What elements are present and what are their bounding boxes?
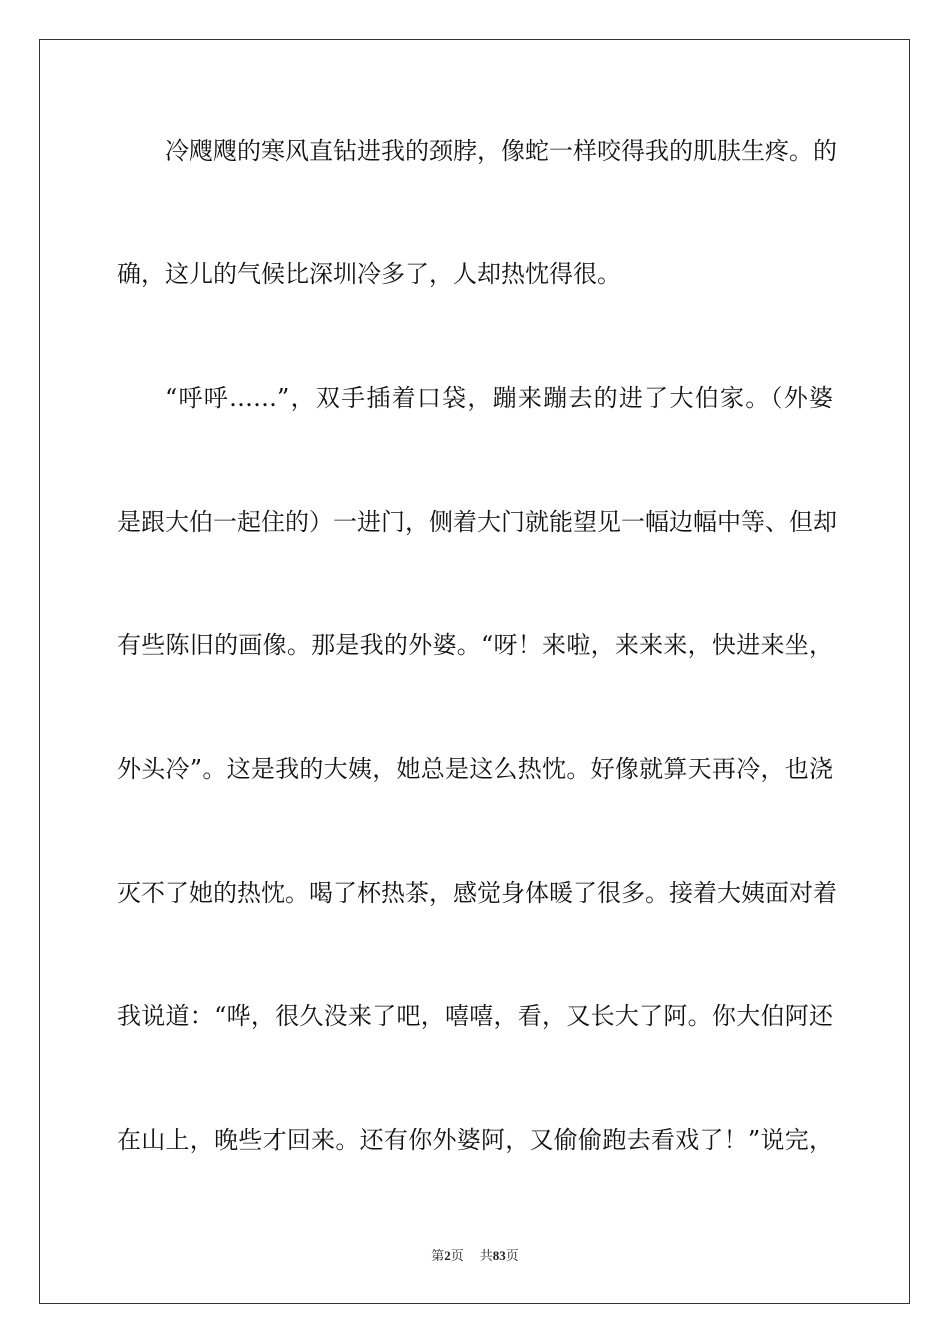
total-suffix: 页 <box>505 1249 519 1264</box>
page-indicator <box>431 1247 464 1266</box>
paragraph-line-8: 我说道：“哗，很久没来了吧，嘻嘻，看，又长大了阿。你大伯阿还 <box>117 1002 833 1030</box>
paragraph-line-1: 冷飕飕的寒风直钻进我的颈脖，像蛇一样咬得我的肌肤生疼。的 <box>165 137 837 165</box>
paragraph-line-5: 有些陈旧的画像。那是我的外婆。“呀！来啦，来来来，快进来坐， <box>117 631 833 659</box>
paragraph-line-4: 是跟大伯一起住的）一进门，侧着大门就能望见一幅边幅中等、但却 <box>117 508 837 536</box>
total-prefix: 共 <box>479 1249 493 1264</box>
paragraph-line-9: 在山上，晚些才回来。还有你外婆阿，又偷偷跑去看戏了！”说完， <box>117 1126 833 1154</box>
paragraph-line-3: “呼呼……”，双手插着口袋，蹦来蹦去的进了大伯家。（外婆 <box>165 384 833 412</box>
paragraph-line-6: 外头冷”。这是我的大姨，她总是这么热忱。好像就算天再冷，也浇 <box>117 755 833 783</box>
paragraph-line-2: 确，这儿的气候比深圳冷多了，人却热忱得很。 <box>117 260 621 288</box>
paragraph-line-7: 灭不了她的热忱。喝了杯热茶，感觉身体暖了很多。接着大姨面对着 <box>117 879 837 907</box>
total-indicator <box>480 1247 519 1266</box>
total-pages: 83 <box>492 1248 506 1263</box>
page-footer <box>0 1247 950 1266</box>
page-border <box>39 39 910 1304</box>
page-prefix: 第 <box>431 1249 445 1264</box>
page-number: 2 <box>444 1248 451 1263</box>
page-suffix: 页 <box>450 1249 464 1264</box>
